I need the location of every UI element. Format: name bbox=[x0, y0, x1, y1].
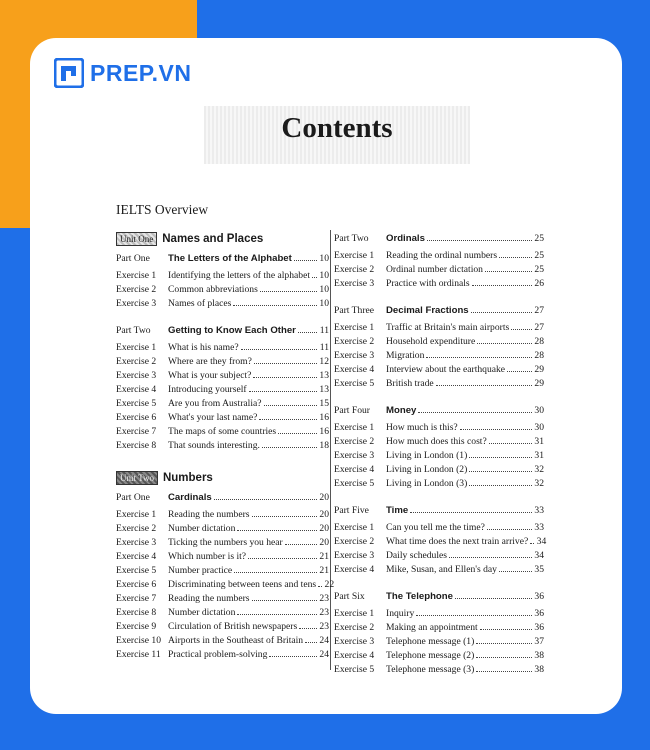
exercise-entry[interactable] bbox=[334, 263, 544, 277]
page-number: 34 bbox=[536, 536, 547, 547]
page-number: 11 bbox=[319, 325, 329, 336]
leader-dots bbox=[252, 508, 317, 517]
entry-label: Exercise 2 bbox=[334, 264, 375, 275]
exercise-entry[interactable] bbox=[334, 377, 544, 391]
entry-label: Exercise 4 bbox=[334, 364, 375, 375]
entry-title: Telephone message (1) bbox=[386, 636, 475, 647]
exercise-entry[interactable] bbox=[116, 297, 329, 311]
page-number: 18 bbox=[319, 440, 329, 451]
leader-dots bbox=[318, 578, 322, 587]
page-number: 24 bbox=[319, 649, 329, 660]
entry-title: British trade bbox=[386, 378, 434, 389]
leader-dots bbox=[480, 621, 532, 630]
entry-title: How much is this? bbox=[386, 422, 458, 433]
entry-label: Exercise 4 bbox=[116, 551, 157, 562]
exercise-entry[interactable] bbox=[334, 535, 547, 549]
unit-heading bbox=[116, 469, 213, 487]
unit-label-box: Unit One bbox=[116, 232, 157, 246]
page-number: 32 bbox=[534, 478, 544, 489]
unit-heading bbox=[116, 230, 263, 248]
leader-dots bbox=[427, 232, 532, 241]
entry-label: Exercise 3 bbox=[116, 298, 157, 309]
page-number: 36 bbox=[534, 622, 544, 633]
leader-dots bbox=[237, 606, 317, 615]
page-number: 36 bbox=[534, 591, 544, 602]
leader-dots bbox=[241, 341, 317, 350]
entry-label: Exercise 2 bbox=[334, 536, 375, 547]
leader-dots bbox=[472, 277, 532, 286]
page-number: 10 bbox=[319, 284, 329, 295]
entry-label: Exercise 4 bbox=[334, 564, 375, 575]
entry-title: Can you tell me the time? bbox=[386, 522, 485, 533]
page-number: 38 bbox=[534, 650, 544, 661]
page-number: 29 bbox=[534, 378, 544, 389]
leader-dots bbox=[252, 592, 317, 601]
exercise-entry[interactable] bbox=[116, 369, 329, 383]
entry-label: Exercise 4 bbox=[334, 650, 375, 661]
entry-label: Exercise 4 bbox=[116, 384, 157, 395]
leader-dots bbox=[436, 377, 532, 386]
leader-dots bbox=[264, 397, 317, 406]
leader-dots bbox=[253, 369, 317, 378]
page-number: 28 bbox=[534, 336, 544, 347]
exercise-entry[interactable] bbox=[116, 425, 329, 439]
exercise-entry[interactable] bbox=[116, 397, 329, 411]
page-number: 25 bbox=[534, 264, 544, 275]
exercise-entry[interactable] bbox=[334, 449, 544, 463]
exercise-entry[interactable] bbox=[334, 607, 544, 621]
entry-title: The Letters of the Alphabet bbox=[168, 253, 292, 264]
leader-dots bbox=[499, 249, 532, 258]
exercise-entry[interactable] bbox=[116, 383, 329, 397]
leader-dots bbox=[416, 607, 532, 616]
entry-title: Names of places bbox=[168, 298, 232, 309]
exercise-entry[interactable] bbox=[334, 549, 544, 563]
entry-label: Exercise 3 bbox=[334, 450, 375, 461]
part-entry[interactable] bbox=[334, 232, 544, 246]
entry-title: Getting to Know Each Other bbox=[168, 325, 296, 336]
exercise-entry[interactable] bbox=[116, 620, 329, 634]
leader-dots bbox=[410, 504, 532, 513]
page-number: 36 bbox=[534, 608, 544, 619]
entry-label: Exercise 1 bbox=[334, 522, 375, 533]
page-number: 25 bbox=[534, 250, 544, 261]
entry-label: Part Six bbox=[334, 591, 365, 602]
contents-page-scan bbox=[82, 98, 592, 698]
entry-title: Practical problem-solving bbox=[168, 649, 268, 660]
page-number: 26 bbox=[534, 278, 544, 289]
part-entry[interactable] bbox=[334, 590, 544, 604]
entry-label: Exercise 4 bbox=[334, 464, 375, 475]
entry-label: Exercise 5 bbox=[334, 478, 375, 489]
unit-title: Numbers bbox=[162, 472, 213, 484]
entry-label: Exercise 11 bbox=[116, 649, 161, 660]
entry-label: Exercise 2 bbox=[334, 622, 375, 633]
page-number: 10 bbox=[319, 270, 329, 281]
entry-title: Decimal Fractions bbox=[386, 305, 469, 316]
exercise-entry[interactable] bbox=[334, 477, 544, 491]
page-number: 13 bbox=[319, 370, 329, 381]
entry-label: Exercise 2 bbox=[334, 336, 375, 347]
entry-title: Household expenditure bbox=[386, 336, 476, 347]
entry-label: Exercise 10 bbox=[116, 635, 162, 646]
exercise-entry[interactable] bbox=[334, 435, 544, 449]
leader-dots bbox=[249, 383, 317, 392]
entry-label: Exercise 1 bbox=[116, 342, 157, 353]
entry-title: What time does the next train arrive? bbox=[386, 536, 529, 547]
entry-label: Exercise 6 bbox=[116, 579, 157, 590]
entry-label: Exercise 2 bbox=[334, 436, 375, 447]
prep-logo-icon bbox=[54, 58, 84, 88]
entry-title: Introducing yourself bbox=[168, 384, 247, 395]
leader-dots bbox=[476, 649, 532, 658]
page-number: 20 bbox=[319, 537, 329, 548]
entry-label: Part One bbox=[116, 253, 150, 264]
exercise-entry[interactable] bbox=[116, 564, 329, 578]
exercise-entry[interactable] bbox=[334, 521, 544, 535]
page-number: 11 bbox=[319, 342, 329, 353]
page-number: 12 bbox=[319, 356, 329, 367]
column-divider bbox=[330, 230, 331, 670]
entry-title: Identifying the letters of the alphabet bbox=[168, 270, 310, 281]
entry-title: Telephone message (3) bbox=[386, 664, 475, 675]
entry-label: Exercise 2 bbox=[116, 284, 157, 295]
brand-logo[interactable] bbox=[54, 58, 192, 88]
page-number: 33 bbox=[534, 505, 544, 516]
entry-title: Ordinal number dictation bbox=[386, 264, 483, 275]
page-number: 21 bbox=[319, 565, 329, 576]
exercise-entry[interactable] bbox=[116, 634, 329, 648]
page-number: 10 bbox=[319, 298, 329, 309]
page-number: 20 bbox=[319, 509, 329, 520]
entry-label: Exercise 8 bbox=[116, 440, 157, 451]
leader-dots bbox=[477, 335, 532, 344]
exercise-entry[interactable] bbox=[116, 269, 329, 283]
exercise-entry[interactable] bbox=[334, 363, 544, 377]
leader-dots bbox=[262, 439, 317, 448]
entry-title: Living in London (2) bbox=[386, 464, 468, 475]
entry-title: Airports in the Southeast of Britain bbox=[168, 635, 304, 646]
entry-title: Practice with ordinals bbox=[386, 278, 470, 289]
leader-dots bbox=[487, 521, 532, 530]
exercise-entry[interactable] bbox=[334, 335, 544, 349]
page-number: 38 bbox=[534, 664, 544, 675]
exercise-entry[interactable] bbox=[116, 536, 329, 550]
page-number: 20 bbox=[319, 523, 329, 534]
entry-title: Daily schedules bbox=[386, 550, 448, 561]
entry-title: How much does this cost? bbox=[386, 436, 487, 447]
leader-dots bbox=[449, 549, 532, 558]
leader-dots bbox=[418, 404, 532, 413]
entry-title: Inquiry bbox=[386, 608, 415, 619]
exercise-entry[interactable] bbox=[116, 606, 329, 620]
leader-dots bbox=[269, 648, 317, 657]
leader-dots bbox=[254, 355, 317, 364]
leader-dots bbox=[469, 463, 532, 472]
part-entry[interactable] bbox=[334, 304, 544, 318]
leader-dots bbox=[214, 491, 317, 500]
entry-title: Reading the numbers bbox=[168, 509, 250, 520]
entry-label: Exercise 5 bbox=[334, 378, 375, 389]
page-number: 30 bbox=[534, 405, 544, 416]
entry-title: The maps of some countries bbox=[168, 426, 277, 437]
entry-label: Exercise 9 bbox=[116, 621, 157, 632]
exercise-entry[interactable] bbox=[116, 411, 329, 425]
entry-label: Exercise 6 bbox=[116, 412, 157, 423]
exercise-entry[interactable] bbox=[116, 592, 329, 606]
entry-label: Exercise 3 bbox=[334, 350, 375, 361]
entry-label: Exercise 2 bbox=[116, 356, 157, 367]
page-number: 27 bbox=[534, 322, 544, 333]
exercise-entry[interactable] bbox=[116, 439, 329, 453]
entry-title: Circulation of British newspapers bbox=[168, 621, 298, 632]
leader-dots bbox=[305, 634, 317, 643]
page-number: 31 bbox=[534, 436, 544, 447]
exercise-entry[interactable] bbox=[116, 508, 329, 522]
entry-label: Part Two bbox=[334, 233, 369, 244]
leader-dots bbox=[298, 324, 317, 333]
entry-title: Telephone message (2) bbox=[386, 650, 475, 661]
page-number: 24 bbox=[319, 635, 329, 646]
page-number: 34 bbox=[534, 550, 544, 561]
exercise-entry[interactable] bbox=[116, 550, 329, 564]
exercise-entry[interactable] bbox=[334, 277, 544, 291]
entry-title: Are you from Australia? bbox=[168, 398, 262, 409]
leader-dots bbox=[248, 550, 317, 559]
page-number: 23 bbox=[319, 593, 329, 604]
leader-dots bbox=[471, 304, 532, 313]
entry-title: That sounds interesting. bbox=[168, 440, 260, 451]
leader-dots bbox=[294, 252, 317, 261]
entry-label: Exercise 1 bbox=[334, 608, 375, 619]
exercise-entry[interactable] bbox=[116, 341, 329, 355]
entry-label: Part One bbox=[116, 492, 150, 503]
entry-title: Time bbox=[386, 505, 409, 516]
part-entry[interactable] bbox=[116, 252, 329, 266]
exercise-entry[interactable] bbox=[334, 463, 544, 477]
leader-dots bbox=[278, 425, 317, 434]
page-number: 25 bbox=[534, 233, 544, 244]
entry-label: Exercise 5 bbox=[116, 565, 157, 576]
exercise-entry[interactable] bbox=[334, 349, 544, 363]
part-entry[interactable] bbox=[334, 504, 544, 518]
entry-title: Common abbreviations bbox=[168, 284, 258, 295]
page-number: 28 bbox=[534, 350, 544, 361]
leader-dots bbox=[507, 363, 532, 372]
leader-dots bbox=[259, 411, 317, 420]
exercise-entry[interactable] bbox=[334, 321, 544, 335]
entry-label: Part Three bbox=[334, 305, 375, 316]
exercise-entry[interactable] bbox=[116, 355, 329, 369]
leader-dots bbox=[312, 269, 317, 278]
page-number: 10 bbox=[319, 253, 329, 264]
entry-title: Reading the numbers bbox=[168, 593, 250, 604]
entry-title: What is your subject? bbox=[168, 370, 252, 381]
leader-dots bbox=[234, 564, 317, 573]
entry-title: Number dictation bbox=[168, 607, 236, 618]
leader-dots bbox=[469, 477, 532, 486]
entry-title: Mike, Susan, and Ellen's day bbox=[386, 564, 497, 575]
entry-label: Exercise 7 bbox=[116, 426, 157, 437]
exercise-entry[interactable] bbox=[116, 522, 329, 536]
entry-label: Exercise 1 bbox=[116, 270, 157, 281]
brand-name: PREP.VN bbox=[90, 59, 192, 86]
leader-dots bbox=[499, 563, 532, 572]
entry-label: Exercise 8 bbox=[116, 607, 157, 618]
entry-title: What's your last name? bbox=[168, 412, 258, 423]
leader-dots bbox=[530, 535, 534, 544]
page-number: 16 bbox=[319, 426, 329, 437]
leader-dots bbox=[476, 663, 532, 672]
leader-dots bbox=[455, 590, 532, 599]
page-number: 35 bbox=[534, 564, 544, 575]
entry-title: Migration bbox=[386, 350, 425, 361]
page-number: 16 bbox=[319, 412, 329, 423]
entry-label: Part Five bbox=[334, 505, 369, 516]
exercise-entry[interactable] bbox=[334, 563, 544, 577]
entry-title: Where are they from? bbox=[168, 356, 252, 367]
entry-title: Living in London (1) bbox=[386, 450, 468, 461]
entry-label: Exercise 1 bbox=[116, 509, 157, 520]
entry-label: Exercise 3 bbox=[334, 278, 375, 289]
exercise-entry[interactable] bbox=[334, 621, 544, 635]
unit-label-box: Unit Two bbox=[116, 471, 158, 485]
leader-dots bbox=[489, 435, 532, 444]
entry-label: Exercise 3 bbox=[116, 537, 157, 548]
entry-label: Exercise 3 bbox=[334, 550, 375, 561]
page-number: 30 bbox=[534, 422, 544, 433]
part-entry[interactable] bbox=[116, 491, 329, 505]
page-number: 21 bbox=[319, 551, 329, 562]
entry-title: What is his name? bbox=[168, 342, 239, 353]
entry-title: Ordinals bbox=[386, 233, 425, 244]
entry-title: The Telephone bbox=[386, 591, 453, 602]
page-number: 37 bbox=[534, 636, 544, 647]
part-entry[interactable] bbox=[116, 324, 329, 338]
entry-title: Reading the ordinal numbers bbox=[386, 250, 498, 261]
entry-label: Exercise 1 bbox=[334, 322, 375, 333]
entry-title: Ticking the numbers you hear bbox=[168, 537, 283, 548]
page-number: 33 bbox=[534, 522, 544, 533]
exercise-entry[interactable] bbox=[116, 648, 329, 662]
leader-dots bbox=[476, 635, 532, 644]
leader-dots bbox=[233, 297, 317, 306]
unit-title: Names and Places bbox=[162, 233, 264, 245]
exercise-entry[interactable] bbox=[334, 635, 544, 649]
leader-dots bbox=[469, 449, 532, 458]
entry-title: Cardinals bbox=[168, 492, 212, 503]
entry-label: Exercise 5 bbox=[116, 398, 157, 409]
page-number: 27 bbox=[534, 305, 544, 316]
entry-title: Which number is it? bbox=[168, 551, 247, 562]
page-number: 23 bbox=[319, 607, 329, 618]
leader-dots bbox=[237, 522, 317, 531]
page-number: 29 bbox=[534, 364, 544, 375]
leader-dots bbox=[426, 349, 532, 358]
part-entry[interactable] bbox=[334, 404, 544, 418]
page-title: Contents bbox=[281, 112, 393, 144]
page-number: 23 bbox=[319, 621, 329, 632]
entry-title: Interview about the earthquake bbox=[386, 364, 506, 375]
page-number: 13 bbox=[319, 384, 329, 395]
entry-label: Exercise 3 bbox=[334, 636, 375, 647]
exercise-entry[interactable] bbox=[116, 283, 329, 297]
page-number: 31 bbox=[534, 450, 544, 461]
entry-label: Exercise 1 bbox=[334, 422, 375, 433]
overview-heading: IELTS Overview bbox=[116, 202, 209, 217]
entry-title: Making an appointment bbox=[386, 622, 478, 633]
leader-dots bbox=[299, 620, 317, 629]
page-number: 32 bbox=[534, 464, 544, 475]
exercise-entry[interactable] bbox=[334, 249, 544, 263]
entry-title: Number dictation bbox=[168, 523, 236, 534]
entry-label: Exercise 1 bbox=[334, 250, 375, 261]
leader-dots bbox=[511, 321, 532, 330]
page-number: 15 bbox=[319, 398, 329, 409]
leader-dots bbox=[260, 283, 317, 292]
entry-label: Exercise 5 bbox=[334, 664, 375, 675]
leader-dots bbox=[485, 263, 532, 272]
exercise-entry[interactable] bbox=[334, 663, 544, 677]
exercise-entry[interactable] bbox=[116, 578, 335, 592]
entry-title: Money bbox=[386, 405, 417, 416]
entry-label: Part Four bbox=[334, 405, 370, 416]
entry-title: Number practice bbox=[168, 565, 233, 576]
page-number: 22 bbox=[324, 579, 335, 590]
leader-dots bbox=[460, 421, 532, 430]
entry-label: Exercise 7 bbox=[116, 593, 157, 604]
entry-label: Exercise 3 bbox=[116, 370, 157, 381]
exercise-entry[interactable] bbox=[334, 649, 544, 663]
exercise-entry[interactable] bbox=[334, 421, 544, 435]
entry-title: Living in London (3) bbox=[386, 478, 468, 489]
entry-label: Part Two bbox=[116, 325, 151, 336]
entry-title: Discriminating between teens and tens bbox=[168, 579, 317, 590]
content-card bbox=[30, 38, 622, 714]
entry-title: Traffic at Britain's main airports bbox=[386, 322, 510, 333]
page-number: 20 bbox=[319, 492, 329, 503]
entry-label: Exercise 2 bbox=[116, 523, 157, 534]
leader-dots bbox=[285, 536, 317, 545]
